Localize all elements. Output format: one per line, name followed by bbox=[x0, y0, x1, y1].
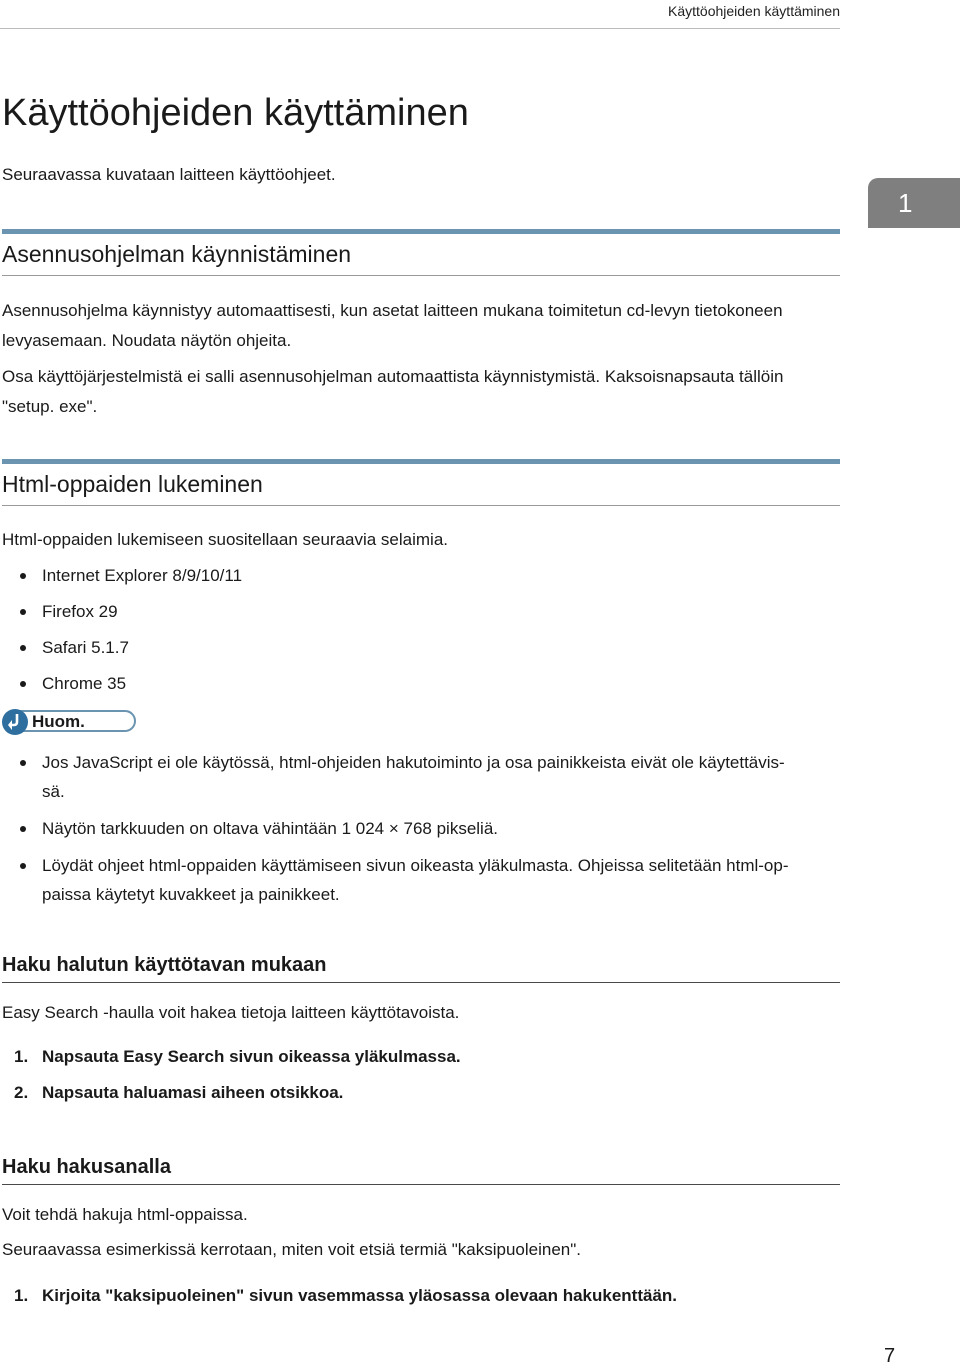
note-line-1: Näytön tarkkuuden on oltava vähintään 1 024 × 768 pikseliä. bbox=[42, 819, 499, 838]
note-line-1: Löydät ohjeet html-oppaiden käyttämiseen sivun oikeasta yläkulmasta. Ohjeissa selitetään html-op- bbox=[42, 856, 789, 875]
list-item bbox=[2, 561, 840, 590]
list-item bbox=[2, 748, 840, 806]
list-item bbox=[2, 597, 840, 626]
page-number: 7 bbox=[884, 1345, 896, 1367]
browser-item-text: Safari 5.1.7 bbox=[42, 638, 129, 657]
html-guides-intro: Html-oppaiden lukemiseen suositellaan seuraavia selaimia. bbox=[2, 530, 449, 549]
step-number: 2. bbox=[14, 1083, 29, 1102]
keyword-search-paragraph-2: Seuraavassa esimerkissä kerrotaan, miten voit etsiä termiä "kaksipuoleinen". bbox=[2, 1240, 581, 1259]
browser-item-text: Internet Explorer 8/9/10/11 bbox=[42, 566, 243, 585]
bullet-icon bbox=[20, 826, 26, 832]
bullet-icon bbox=[20, 645, 26, 651]
step-item bbox=[2, 1281, 840, 1311]
list-item bbox=[2, 851, 840, 909]
running-header bbox=[0, 0, 840, 29]
list-item bbox=[2, 633, 840, 662]
step-text: Kirjoita "kaksipuoleinen" sivun vasemmassa yläosassa olevaan hakukenttään. bbox=[42, 1286, 678, 1305]
bullet-icon bbox=[20, 573, 26, 579]
step-number: 1. bbox=[14, 1047, 29, 1066]
step-item bbox=[2, 1042, 840, 1072]
section-heading-usage-search: Haku halutun käyttötavan mukaan bbox=[2, 951, 840, 983]
bullet-icon bbox=[20, 863, 26, 869]
browser-item-text: Firefox 29 bbox=[42, 602, 118, 621]
page-intro: Seuraavassa kuvataan laitteen käyttöohjeet. bbox=[2, 165, 336, 184]
list-item bbox=[2, 814, 840, 843]
chapter-number: 1 bbox=[898, 188, 913, 218]
installer-paragraph-1 bbox=[2, 296, 840, 356]
step-text: Napsauta Easy Search sivun oikeassa yläkulmassa. bbox=[42, 1047, 461, 1066]
keyword-search-paragraph-1: Voit tehdä hakuja html-oppaissa. bbox=[2, 1205, 248, 1224]
section-heading-keyword-search: Haku hakusanalla bbox=[2, 1153, 840, 1185]
bullet-icon bbox=[20, 681, 26, 687]
note-label: Huom. bbox=[32, 712, 85, 731]
arrow-down-circle-icon bbox=[2, 709, 28, 735]
usage-search-steps bbox=[2, 1042, 840, 1114]
page-title: Käyttöohjeiden käyttäminen bbox=[2, 92, 469, 134]
bullet-icon bbox=[20, 760, 26, 766]
note-line-2: paissa käytetyt kuvakkeet ja painikkeet. bbox=[42, 885, 340, 904]
installer-paragraph-2 bbox=[2, 362, 840, 422]
note-line-1: Jos JavaScript ei ole käytössä, html-ohjeiden hakutoiminto ja osa painikkeista eivät ole käytettävis- bbox=[42, 753, 785, 772]
browser-item-text: Chrome 35 bbox=[42, 674, 127, 693]
note-line-2: sä. bbox=[42, 782, 65, 801]
installer-paragraph-1-line-1: Asennusohjelma käynnistyy automaattisesti, kun asetat laitteen mukana toimitetun cd-levyn tietokoneen bbox=[2, 301, 783, 320]
list-item bbox=[2, 669, 840, 698]
note-list bbox=[2, 748, 840, 917]
installer-paragraph-2-line-1: Osa käyttöjärjestelmistä ei salli asennusohjelman automaattista käynnistymistä. Kaksoisnapsauta tällöin bbox=[2, 367, 784, 386]
installer-paragraph-2-line-2: "setup. exe". bbox=[2, 397, 98, 416]
step-number: 1. bbox=[14, 1286, 29, 1305]
bullet-icon bbox=[20, 609, 26, 615]
chapter-tab bbox=[868, 178, 960, 228]
installer-paragraph-1-line-2: levyasemaan. Noudata näytön ohjeita. bbox=[2, 331, 292, 350]
step-item bbox=[2, 1078, 840, 1108]
running-header-text: Käyttöohjeiden käyttäminen bbox=[668, 3, 840, 19]
step-text: Napsauta haluamasi aiheen otsikkoa. bbox=[42, 1083, 344, 1102]
section-heading-html-guides: Html-oppaiden lukeminen bbox=[2, 459, 840, 506]
usage-search-intro: Easy Search -haulla voit hakea tietoja laitteen käyttötavoista. bbox=[2, 1003, 460, 1022]
note-badge bbox=[2, 709, 138, 735]
browser-list bbox=[2, 561, 840, 705]
keyword-search-steps bbox=[2, 1281, 840, 1317]
section-heading-installer: Asennusohjelman käynnistäminen bbox=[2, 229, 840, 276]
